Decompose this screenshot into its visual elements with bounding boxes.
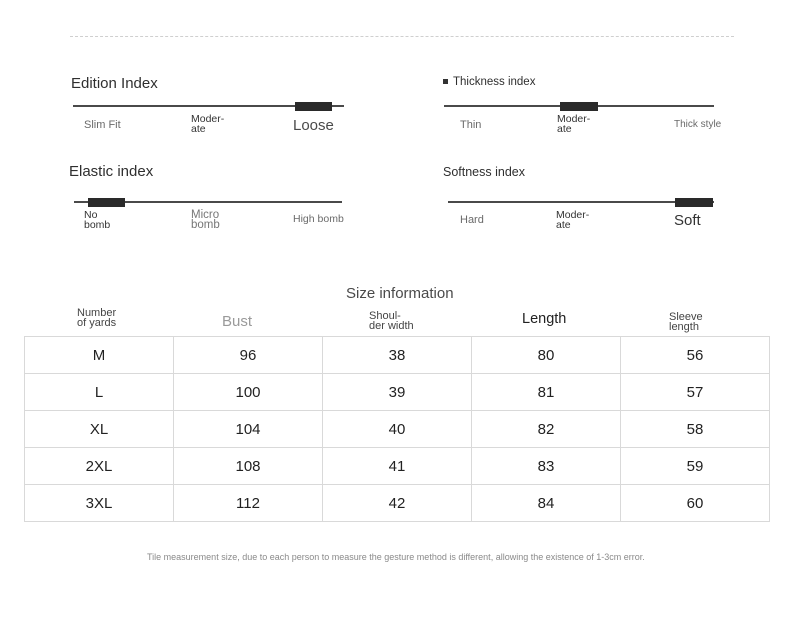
table-cell: 56 — [621, 337, 770, 374]
header-sleeve-length: Sleeve length — [669, 311, 703, 333]
softness-label-moderate: Moder- ate — [556, 209, 590, 231]
softness-index-marker — [675, 198, 713, 207]
measurement-note: Tile measurement size, due to each person to measure the gesture method is different, allowing the existence of 1-3cm error. — [147, 552, 645, 562]
elastic-index-marker — [88, 198, 125, 207]
table-cell: 41 — [323, 448, 472, 485]
table-cell: 59 — [621, 448, 770, 485]
table-cell: 3XL — [25, 485, 174, 522]
table-cell: 60 — [621, 485, 770, 522]
header-number-of-yards: Number of yards — [77, 307, 117, 329]
bullet-square-icon — [443, 79, 448, 84]
table-row — [25, 337, 770, 374]
table-cell: 84 — [472, 485, 621, 522]
edition-label-slim-fit: Slim Fit — [84, 119, 121, 131]
table-cell: 40 — [323, 411, 472, 448]
thickness-index-marker — [560, 102, 598, 111]
header-bust: Bust — [222, 313, 253, 330]
softness-index-title: Softness index — [443, 165, 525, 179]
elastic-label-micro-bomb: Micro bomb — [191, 209, 220, 231]
thickness-label-moderate: Moder- ate — [557, 113, 591, 135]
table-row — [25, 485, 770, 522]
edition-label-moderate: Moder- ate — [191, 113, 225, 135]
table-cell: 108 — [174, 448, 323, 485]
header-length: Length — [522, 311, 567, 327]
thickness-index-title — [443, 76, 535, 88]
table-cell: 96 — [174, 337, 323, 374]
table-cell: 38 — [323, 337, 472, 374]
edition-index-marker — [295, 102, 332, 111]
table-cell: 112 — [174, 485, 323, 522]
softness-label-hard: Hard — [460, 214, 484, 226]
thickness-label-thick-style: Thick style — [674, 119, 722, 130]
table-cell: 58 — [621, 411, 770, 448]
table-cell: 82 — [472, 411, 621, 448]
table-cell: 2XL — [25, 448, 174, 485]
edition-label-loose: Loose — [293, 117, 334, 134]
elastic-index-title: Elastic index — [69, 163, 154, 180]
table-cell: 100 — [174, 374, 323, 411]
size-table — [24, 336, 770, 522]
table-row — [25, 374, 770, 411]
thickness-index-title-text: Thickness index — [453, 76, 536, 88]
header-shoulder-width: Shoul- der width — [369, 310, 414, 332]
top-divider — [70, 36, 734, 37]
table-cell: 39 — [323, 374, 472, 411]
elastic-label-high-bomb: High bomb — [293, 213, 344, 225]
edition-index-title: Edition Index — [71, 75, 158, 92]
table-cell: XL — [25, 411, 174, 448]
table-row — [25, 411, 770, 448]
table-cell: M — [25, 337, 174, 374]
table-row — [25, 448, 770, 485]
table-cell: 80 — [472, 337, 621, 374]
table-cell: 104 — [174, 411, 323, 448]
table-cell: L — [25, 374, 174, 411]
table-cell: 83 — [472, 448, 621, 485]
table-cell: 42 — [323, 485, 472, 522]
elastic-label-no-bomb: No bomb — [84, 209, 111, 231]
table-cell: 57 — [621, 374, 770, 411]
table-cell: 81 — [472, 374, 621, 411]
thickness-label-thin: Thin — [460, 119, 482, 131]
size-table-title: Size information — [346, 285, 454, 302]
softness-label-soft: Soft — [674, 212, 701, 229]
